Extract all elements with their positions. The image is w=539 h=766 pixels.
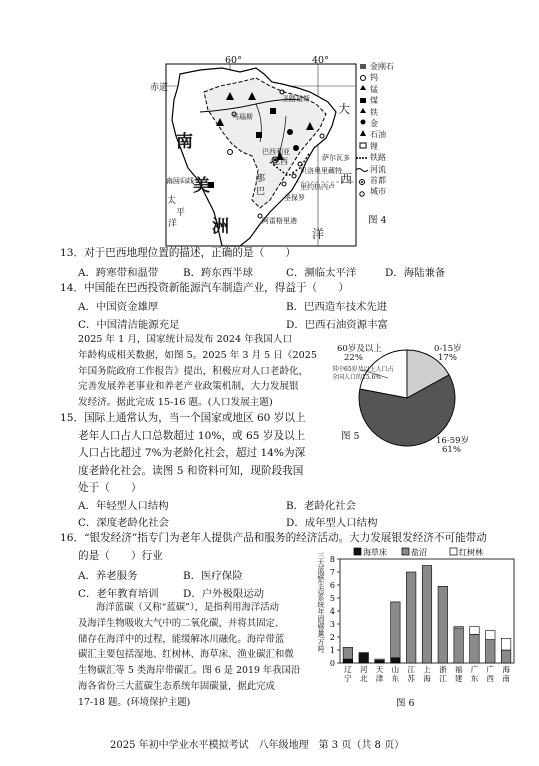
bar-category-char: 海 — [423, 674, 431, 683]
q15-line: 15．国际上通常认为，当一个国家或地区 60 岁以上 — [60, 412, 306, 424]
map-label-south: 南 — [176, 132, 193, 152]
bar-segment-6-1 — [438, 586, 447, 663]
q16-option-a: A．养老服务 — [78, 570, 138, 582]
bar-segment-4-1 — [406, 572, 415, 663]
map-place-belo-horizonte: 贝洛奥里藏特 — [300, 167, 342, 175]
bar-category-char: 南 — [502, 674, 510, 683]
map-atlantic-yang: 洋 — [312, 227, 325, 241]
map-pacific-ping: 平 — [176, 208, 186, 218]
pie-label-0-15: 0-15岁 — [434, 344, 462, 354]
q14-option-c: C．中国清洁能源充足 — [78, 319, 180, 331]
legend-city: 城市 — [370, 187, 386, 197]
bar-legend-label-2: 红树林 — [459, 548, 483, 557]
map-place-brazil: 巴西 — [272, 157, 288, 166]
bar-segment-1-0 — [359, 653, 368, 663]
pie-annotation — [332, 366, 394, 382]
question-15-stem — [60, 410, 306, 498]
q14-option-d: D．巴西石油资源丰富 — [286, 319, 388, 331]
bar-y-tick-label: 4 — [329, 607, 335, 616]
map-place-sao-paulo: 圣保罗 — [284, 194, 305, 202]
legend-coal: 煤 — [370, 96, 378, 106]
legend-diamond: 金刚石 — [370, 62, 394, 71]
map-lon-40: 40° — [312, 55, 329, 66]
bar-category-char: 东 — [470, 674, 479, 683]
passage-blue-carbon-line: 及海洋生物吸收大气中的二氧化碳，并将其固定、 — [78, 617, 285, 629]
bar-legend-swatch-2 — [450, 548, 457, 555]
q15-option-b: B．老龄化社会 — [286, 500, 356, 512]
bar-category-char: 苏 — [407, 674, 415, 683]
pie-label-60plus: 60岁及以上 — [337, 344, 382, 354]
map-place-rio: 里约热内卢 — [300, 183, 335, 191]
passage-population-line: 2025 年 1 月，国家统计局发布 2024 年我国人口 — [78, 334, 293, 345]
map-lon-60: 60° — [225, 55, 242, 66]
bar-category-char: 海 — [502, 665, 510, 674]
passage-blue-carbon-line: 海洋蓝碳（又称“蓝碳”），是指利用海洋活动 — [96, 602, 280, 613]
bar-legend-swatch-1 — [402, 548, 409, 555]
question-16-line2: 的是（ ）行业 — [78, 550, 163, 562]
q15-option-c: C．深度老龄化社会 — [78, 517, 170, 529]
bar-category-char: 建 — [454, 674, 463, 683]
bar-category-char: 宁 — [344, 674, 352, 683]
map-equator-label: 赤道 — [150, 83, 169, 93]
bar-category-char: 西 — [486, 674, 495, 683]
map-legend-labels — [370, 61, 394, 198]
map-atlantic-da: 大 — [338, 102, 351, 116]
map-atlantic-xi: 西 — [340, 172, 353, 186]
legend-oil: 石油 — [370, 130, 386, 140]
pie-pct-60plus: 22% — [344, 353, 363, 363]
bar-y-tick-label: 5 — [329, 594, 335, 603]
passage-blue-carbon-line: 储存在海洋中的过程，能缓解冰川融化。海岸带蓝 — [78, 633, 285, 645]
bar-y-tick-label: 8 — [329, 555, 335, 564]
bar-segment-8-2 — [470, 627, 479, 635]
bar-segment-10-2 — [501, 638, 510, 650]
bar-y-tick-label: 6 — [329, 581, 335, 590]
bar-category-char: 山 — [391, 665, 400, 674]
bar-segment-5-1 — [422, 566, 431, 664]
passage-blue-carbon-line: 生物碳汇等 5 类海岸带碳汇。图 6 是 2019 年我国沿 — [78, 665, 301, 677]
bar-category-char: 东 — [391, 674, 400, 683]
bar-segment-8-1 — [470, 634, 479, 663]
pie-pct-0-15: 17% — [438, 353, 457, 363]
bar-category-char: 河 — [359, 665, 368, 674]
question-13-stem: 13．对于巴西地理位置的描述，正确的是（ ） — [60, 247, 296, 259]
bar-legend-label-1: 盐沼 — [411, 548, 427, 557]
page-footer: 2025 年初中学业水平模拟考试 八年级地理 第 3 页（共 8 页） — [110, 740, 405, 751]
bar-category-char: 江 — [439, 674, 447, 683]
bar-segment-7-1 — [454, 628, 463, 663]
map-pacific-tai: 太 — [167, 196, 177, 206]
bar-category-label — [423, 664, 431, 683]
legend-iron: 铁 — [370, 107, 378, 117]
bar-category-char: 辽 — [344, 665, 352, 674]
passage-blue-carbon-line: 海各省份三大蓝碳生态系统年固碳量，据此完成 — [78, 680, 275, 692]
q16-option-c: C．老年教育培训 — [78, 588, 159, 600]
bar-segment-10-1 — [501, 650, 510, 663]
bar-category-label — [487, 664, 495, 683]
passage-blue-carbon — [78, 600, 300, 711]
bar-category-char: 上 — [423, 665, 431, 674]
bar-category-label — [344, 665, 352, 683]
passage-population-line: 年龄构成相关数据，如图 5。2025 年 3 月 5 日《2025 — [78, 349, 317, 361]
q13-option-c: C．濒临太平洋 — [286, 267, 357, 279]
q15-line: 人口占比超过 7%为老龄化社会，超过 14%为深 — [78, 447, 306, 459]
map-place-na: 那 — [256, 174, 266, 184]
legend-manganese: 锰 — [370, 84, 378, 94]
bar-y-tick-label: 1 — [329, 646, 335, 655]
legend-railway: 铁路 — [370, 153, 386, 163]
bar-segment-3-0 — [391, 658, 400, 663]
map-place-ba: 巴 — [256, 187, 266, 197]
map-tropic-label: 南回归线 — [166, 177, 194, 185]
bar-category-label — [360, 665, 368, 683]
map-label-continent: 洲 — [212, 217, 229, 237]
legend-gold: 金 — [370, 119, 378, 129]
question-14-stem: 14．中国能在巴西投资新能源汽车制造产业，得益于（ ） — [60, 282, 349, 294]
bar-category-char: 江 — [407, 665, 415, 674]
figure-5-caption: 图 5 — [341, 431, 360, 442]
map-place-manaus: 马瑙斯 — [232, 113, 253, 121]
blue-carbon-bar-chart — [318, 545, 518, 710]
map-place-brasilia: 巴西利亚 — [262, 148, 290, 156]
bar-category-char: 福 — [454, 665, 463, 674]
figure-6-caption: 图 6 — [396, 698, 415, 709]
legend-capital: 首都 — [370, 176, 386, 186]
bar-category-char: 北 — [359, 674, 368, 683]
q15-option-a: A．年轻型人口结构 — [78, 500, 169, 512]
q16-option-b: B．医疗保险 — [183, 570, 243, 582]
map-label-america: 美 — [193, 176, 210, 196]
q15-line: 处于（ ） — [78, 482, 142, 494]
passage-population-line: 完善发展养老事业和养老产业政策机制，大力发展银 — [78, 381, 299, 393]
bar-category-label — [439, 664, 447, 683]
bar-segment-7-2 — [454, 627, 463, 628]
q13-option-a: A．跨寒带和温带 — [78, 267, 159, 279]
legend-river: 河流 — [370, 164, 386, 174]
bar-legend-swatch-0 — [354, 548, 361, 555]
map-place-salvador: 萨尔瓦多 — [322, 154, 350, 162]
passage-blue-carbon-line: 17-18 题。(环境保护主题) — [78, 696, 191, 708]
bar-y-tick-label: 3 — [329, 620, 335, 629]
bar-category-label — [376, 665, 384, 683]
bar-y-axis-label: 三大蓝碳生态系统年固碳量/万吨 — [317, 552, 325, 653]
bar-category-label — [471, 664, 479, 683]
passage-population — [78, 332, 317, 411]
q15-line: 老年人口占人口总数超过 10%，或 65 岁及以上 — [78, 429, 306, 442]
q16-option-d: D．户外极限运动 — [183, 588, 265, 600]
q13-option-d: D．海陆兼备 — [385, 267, 446, 279]
map-legend — [356, 64, 368, 196]
figure-4-caption: 图 4 — [368, 215, 387, 226]
bar-segment-3-1 — [391, 602, 400, 658]
map-place-porto-alegre: 阿雷格里港 — [262, 217, 297, 225]
bar-category-label — [502, 664, 510, 683]
passage-population-line: 发经济。据此完成 15-16 题。(人口发展主题) — [78, 397, 273, 409]
q15-line: 度老龄化社会。读图 5 和资料可知，现阶段我国 — [78, 464, 304, 477]
bar-y-tick-label: 0 — [329, 659, 335, 668]
bar-legend-label-0: 海草床 — [363, 548, 387, 557]
bar-category-char: 天 — [375, 665, 384, 674]
bar-segment-9-1 — [486, 640, 495, 663]
bar-y-tick-label: 7 — [329, 568, 335, 577]
passage-population-line: 年国务院政府工作报告》提出，积极应对人口老龄化， — [78, 365, 309, 377]
pie-annotation-line: 其中65岁及以上人口占 — [332, 366, 394, 373]
bar-category-label — [407, 665, 415, 683]
question-16-line1: 16．“银发经济”指专门为老年人提供产品和服务的经济活动。大力发展银发经济不可能带动 — [60, 532, 487, 544]
pie-pct-16-59: 61% — [442, 445, 461, 455]
map-place-sao-luis: 圣路易斯 — [282, 95, 310, 103]
legend-tungsten: 钨 — [370, 73, 378, 83]
bar-segment-0-0 — [343, 659, 352, 663]
pie-annotation-line: 全国人口的15.6% — [332, 374, 382, 381]
bar-segment-2-1 — [375, 659, 384, 660]
q15-option-d: D．成年型人口结构 — [286, 517, 378, 529]
q14-option-b: B．巴西造车技术先进 — [286, 301, 388, 313]
map-pacific-yang: 洋 — [168, 219, 178, 229]
bar-category-char: 广 — [470, 665, 479, 674]
q14-option-a: A．中国资金雄厚 — [78, 301, 159, 313]
bar-segment-9-2 — [486, 631, 495, 640]
bar-segment-2-0 — [375, 660, 384, 663]
bar-category-char: 浙 — [439, 665, 447, 674]
bar-segment-0-1 — [343, 647, 352, 659]
pie-label-16-59: 16-59岁 — [436, 436, 470, 446]
bar-figure-6 — [318, 545, 518, 710]
passage-blue-carbon-line: 碳汇主要包括湿地、红树林、海草床、渔业碳汇和微 — [78, 649, 294, 661]
bar-category-label — [455, 665, 463, 683]
legend-lithium: 锂 — [370, 141, 378, 151]
q13-option-b: B．跨东西半球 — [183, 267, 253, 279]
bar-y-tick-label: 2 — [329, 633, 335, 642]
bar-category-char: 津 — [375, 674, 384, 683]
bar-category-label — [392, 664, 400, 683]
bar-category-char: 广 — [486, 665, 495, 674]
